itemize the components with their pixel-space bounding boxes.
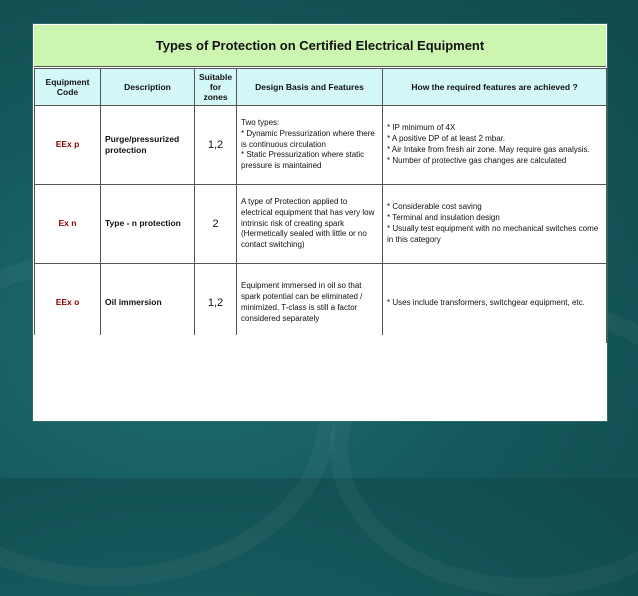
achieved-line: * Air Intake from fresh air zone. May require gas analysis. [387, 145, 590, 154]
achieved-line: * A positive DP of at least 2 mbar. [387, 134, 506, 144]
slide-title: Types of Protection on Certified Electrical Equipment [34, 25, 606, 67]
design-line: Equipment immersed in oil so that spark potential can be eliminated / minimized. T-class is still a factor considered separately [241, 281, 363, 323]
design-line: * Dynamic Pressurization where there is continuous circulation [241, 128, 375, 149]
how-achieved [383, 106, 607, 185]
achieved-line: * Usually test equipment with no mechanical switches come in this category [387, 224, 599, 244]
achieved-line: * Uses include transformers, switchgear equipment, etc. [387, 297, 585, 307]
zones: 1,2 [195, 264, 237, 343]
header-description: Description [101, 69, 195, 106]
zones: 1,2 [195, 106, 237, 185]
zones: 2 [195, 185, 237, 264]
table-row [35, 185, 607, 264]
protection-types-table [34, 68, 607, 343]
design-basis [237, 185, 383, 264]
description: Type - n protection [101, 185, 195, 264]
equipment-code: EEx p [35, 106, 101, 185]
equipment-code: Ex n [35, 185, 101, 264]
design-basis [237, 264, 383, 343]
equipment-code: EEx o [35, 264, 101, 343]
slide-panel [32, 23, 608, 422]
description: Purge/pressurized protection [101, 106, 195, 185]
header-suitable-zones: Suitable for zones [195, 69, 237, 106]
header-equipment-code: Equipment Code [35, 69, 101, 106]
achieved-line: * Number of protective gas changes are calculated [387, 155, 567, 165]
header-design-basis: Design Basis and Features [237, 69, 383, 106]
table-row [35, 264, 607, 343]
table-header-row [35, 69, 607, 106]
design-basis [237, 106, 383, 185]
design-line: Two types: [241, 118, 280, 127]
achieved-line: * Considerable cost saving [387, 202, 482, 212]
description: Oil immersion [101, 264, 195, 343]
header-how-achieved: How the required features are achieved ? [383, 69, 607, 106]
blank-area [34, 335, 606, 420]
design-line: * Static Pressurization where static pressure is maintained [241, 150, 365, 171]
design-line: A type of Protection applied to electrical equipment that has very low intrinsic risk of creating spark (Hermetically sealed with little or no contact switching) [241, 197, 375, 250]
how-achieved [383, 185, 607, 264]
achieved-line: * Terminal and insulation design [387, 213, 500, 223]
table-row [35, 106, 607, 185]
how-achieved [383, 264, 607, 343]
achieved-line: * IP minimum of 4X [387, 123, 456, 133]
